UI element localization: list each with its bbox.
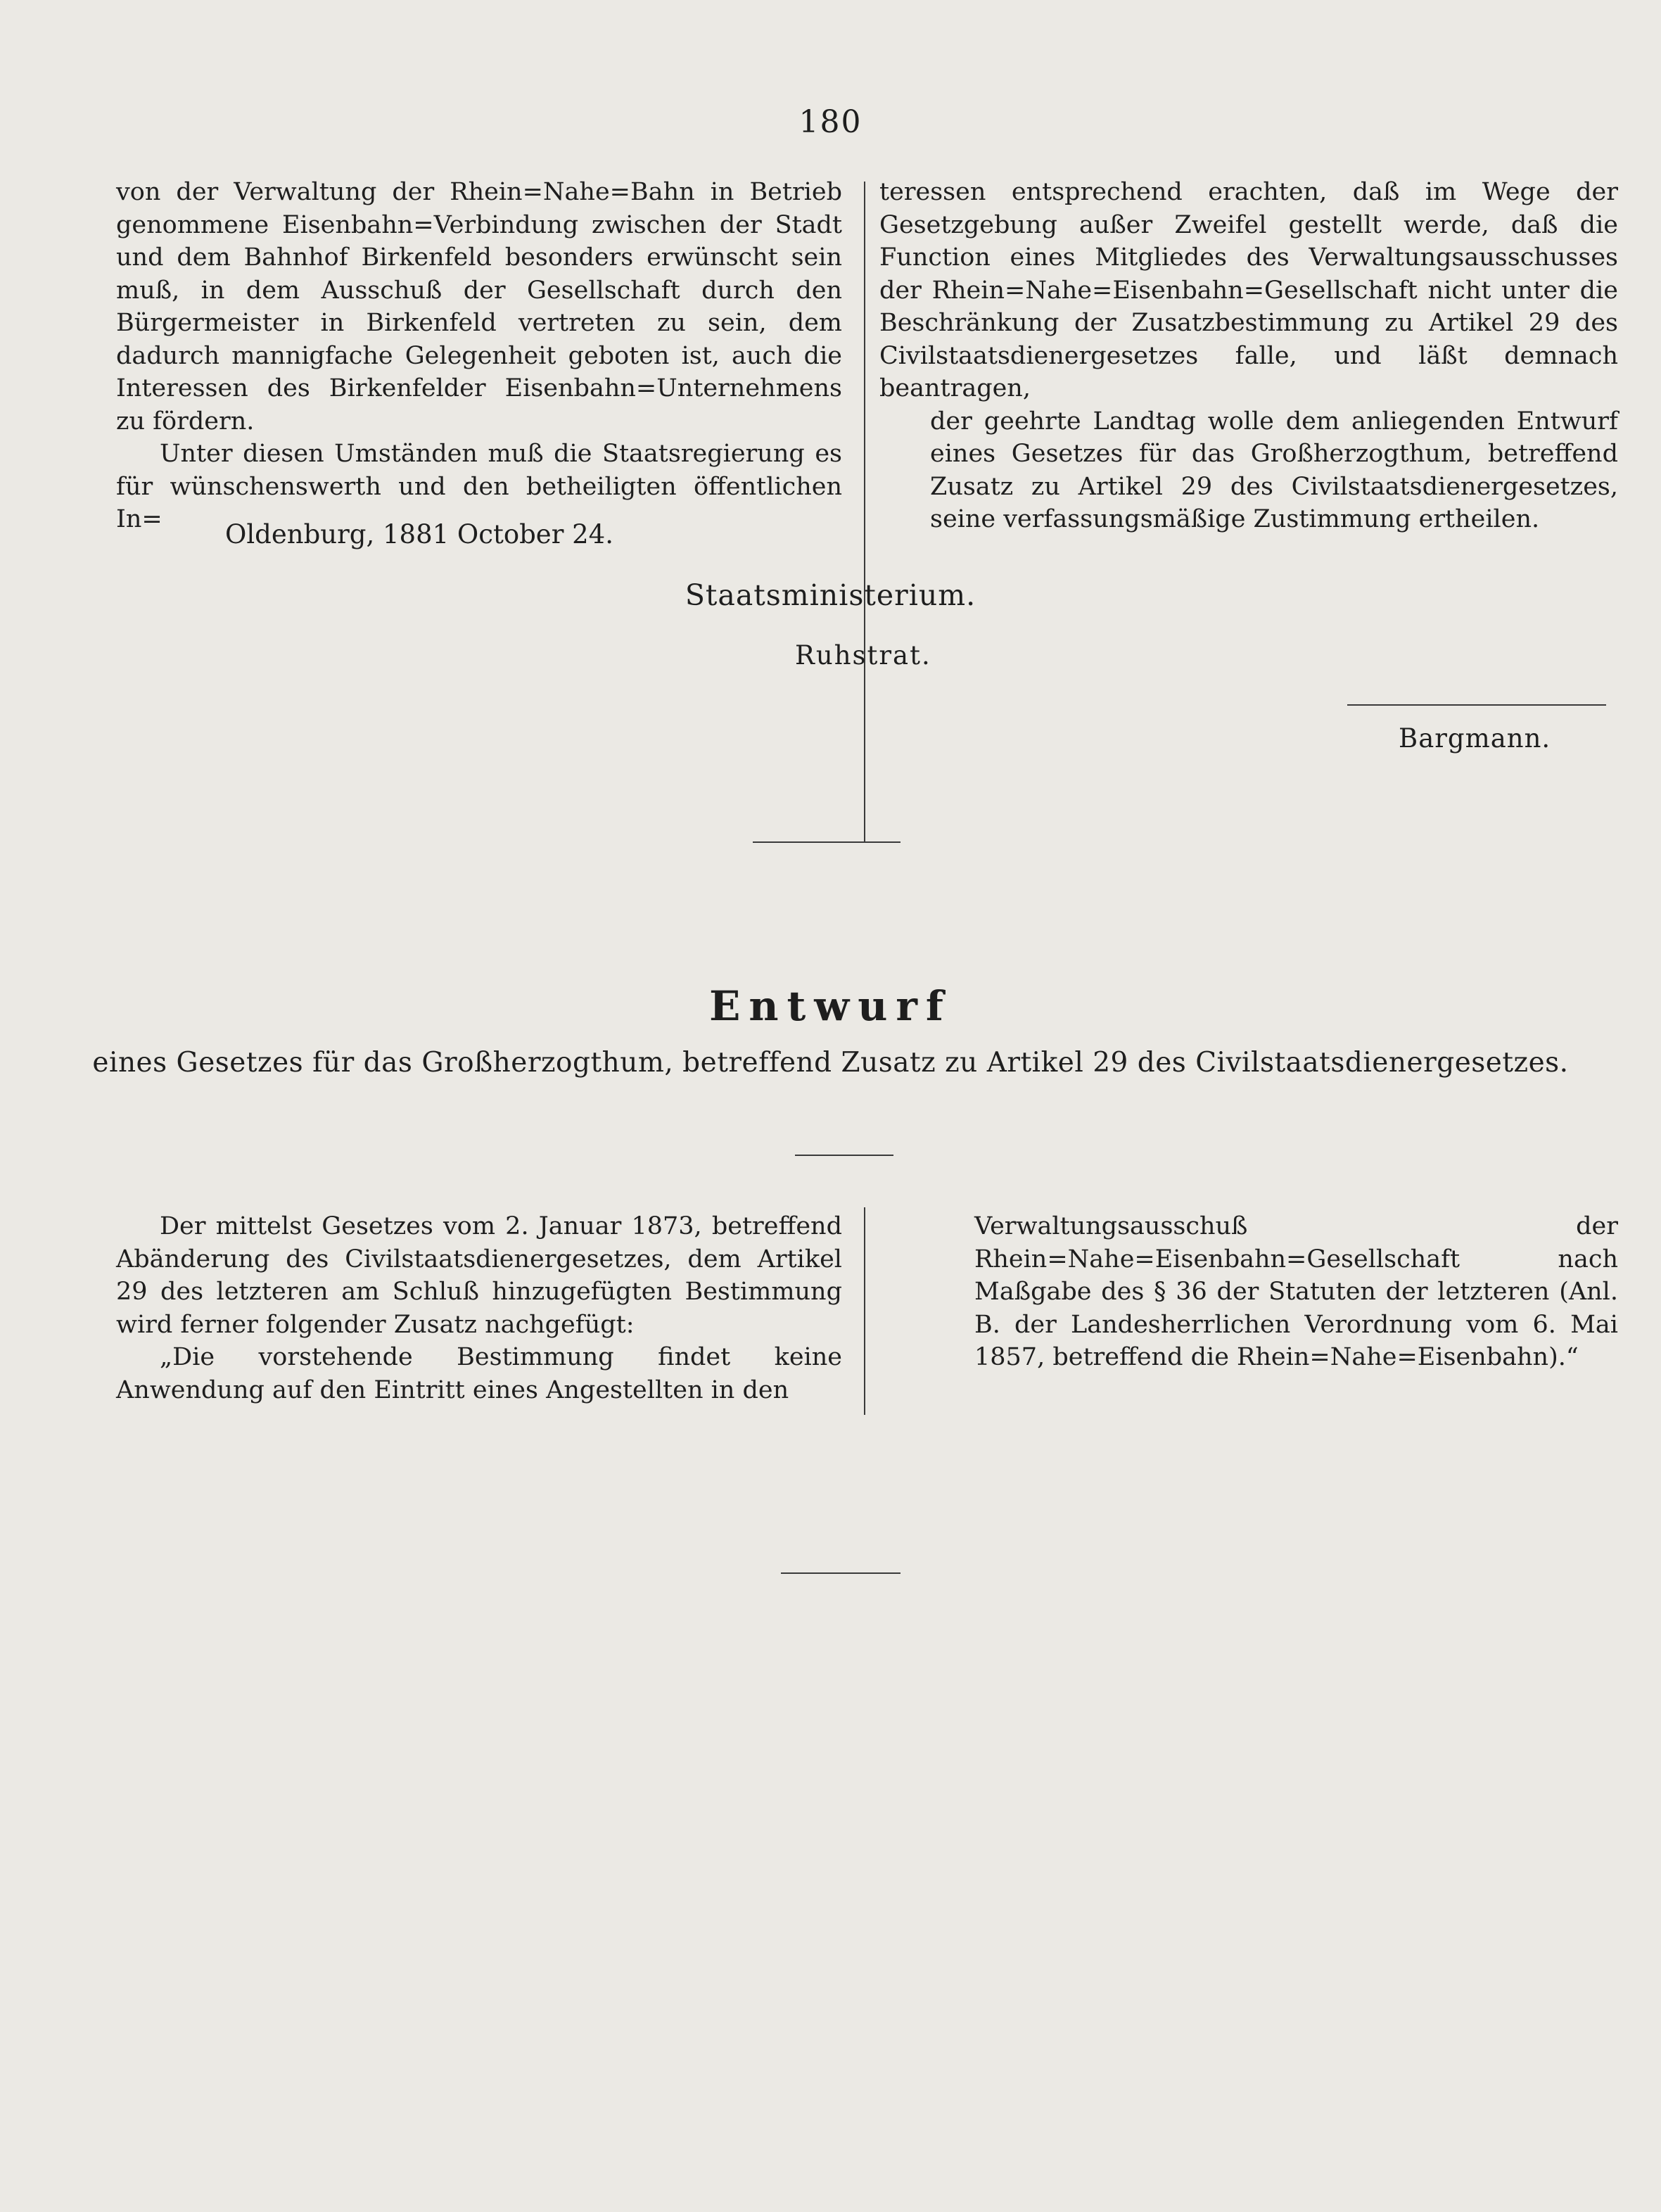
signature-ruhstrat: Ruhstrat. — [795, 640, 931, 670]
lower-right-paragraph-1: Verwaltungsausschuß der Rhein=Nahe=Eisenbahn=Gesellschaft nach Maßgabe des § 36 der Statuten der letzteren (Anl. B. der Landesherrlichen Verordnung vom 6. Mai 1857, betreffend die Rhein=Nahe=Eisenbahn).“ — [974, 1212, 1618, 1371]
draft-subtitle: eines Gesetzes für das Großherzogthum, betreffend Zusatz zu Artikel 29 des Civilstaatsdienergesetzes. — [92, 1047, 1569, 1079]
upper-column-divider — [864, 182, 865, 843]
dateline: Oldenburg, 1881 October 24. — [225, 519, 613, 549]
lower-column-divider — [864, 1207, 865, 1415]
end-separator — [781, 1572, 900, 1574]
upper-right-paragraph-1: teressen entsprechend erachten, daß im Wege der Gesetzgebung außer Zweifel gestellt werde, daß die Function eines Mitgliedes des Verwaltungsausschusses der Rhein=Nahe=Eisenbahn=Gesellschaft nicht unter die Beschränkung der Zusatzbestimmung zu Artikel 29 des Civilstaatsdienergesetzes falle, und läßt demnach beantragen, — [879, 178, 1618, 402]
lower-right-column — [974, 1210, 1618, 1374]
ministry-heading: Staatsministerium. — [685, 578, 976, 612]
upper-left-paragraph-1: von der Verwaltung der Rhein=Nahe=Bahn in Betrieb genommene Eisenbahn=Verbindung zwischen der Stadt und dem Bahnhof Birkenfeld besonders erwünscht sein muß, in dem Ausschuß der Gesellschaft durch den Bürgermeister in Birkenfeld vertreten zu sein, dem dadurch mannigfache Gelegenheit geboten ist, auch die Interessen des Birkenfelder Eisenbahn=Unternehmens zu fördern. — [116, 178, 842, 436]
signature-bargmann: Bargmann. — [1399, 723, 1551, 754]
upper-right-column — [879, 176, 1618, 536]
lower-left-paragraph-1: Der mittelst Gesetzes vom 2. Januar 1873, betreffend Abänderung des Civilstaatsdienergesetzes, dem Artikel 29 des letzteren am Schluß hinzugefügten Bestimmung wird ferner folgender Zusatz nachgefügt: — [116, 1212, 842, 1339]
draft-title: Entwurf — [709, 982, 952, 1030]
page-number: 180 — [798, 104, 863, 140]
upper-left-column — [116, 176, 842, 536]
upper-right-paragraph-2: der geehrte Landtag wolle dem anliegenden Entwurf eines Gesetzes für das Großherzogthum, betreffend Zusatz zu Artikel 29 des Civilstaatsdienergesetzes, seine verfassungsmäßige Zustimmung ertheilen. — [930, 407, 1618, 533]
subtitle-separator — [795, 1155, 893, 1156]
signature-rule — [1347, 704, 1606, 706]
lower-left-column — [116, 1210, 842, 1406]
upper-left-paragraph-2: Unter diesen Umständen muß die Staatsregierung es für wünschenswerth und den betheiligten öffentlichen In= — [116, 440, 842, 533]
section-separator — [753, 841, 900, 843]
lower-left-paragraph-2: „Die vorstehende Bestimmung findet keine Anwendung auf den Eintritt eines Angestellten in den — [116, 1343, 842, 1404]
